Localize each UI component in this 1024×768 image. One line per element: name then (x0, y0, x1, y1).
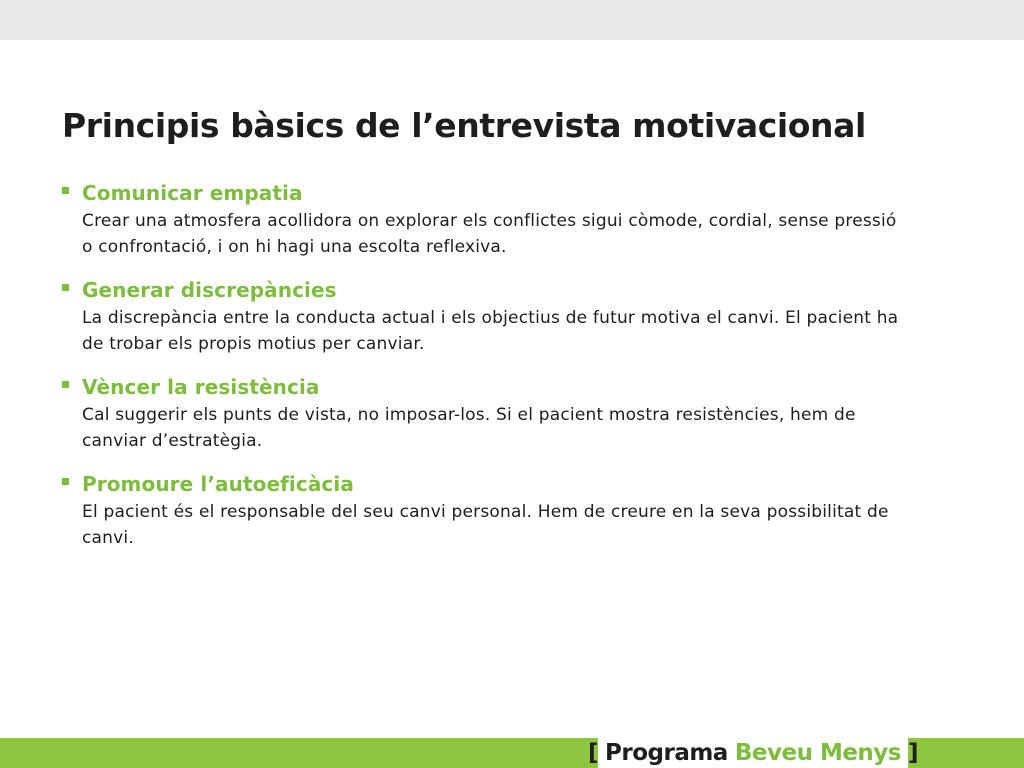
principle-heading: Generar discrepàncies (82, 278, 337, 302)
principle-description: Crear una atmosfera acollidora on explorar els conflictes sigui còmode, cordial, sense pressió o confrontació, i on hi hagi una escolta reflexiva. (82, 211, 897, 257)
principle-heading: Promoure l’autoeficàcia (82, 472, 354, 496)
bracket-open: [ (588, 740, 599, 766)
square-bullet-icon (62, 284, 69, 291)
program-label: Programa (605, 740, 728, 766)
principle-description: La discrepància entre la conducta actual i els objectius de futur motiva el canvi. El pacient ha de trobar els propis motius per canviar. (82, 308, 899, 354)
principle-heading: Comunicar empatia (82, 181, 303, 205)
principle-item (60, 178, 940, 260)
principle-description: Cal suggerir els punts de vista, no imposar-los. Si el pacient mostra resistències, hem de canviar d’estratègia. (82, 405, 856, 451)
program-brand (588, 738, 919, 768)
principle-heading: Vèncer la resistència (82, 375, 320, 399)
program-name: Beveu Menys (734, 740, 901, 766)
principle-item (60, 372, 940, 454)
slide-title: Principis bàsics de l’entrevista motivacional (62, 106, 866, 145)
square-bullet-icon (62, 381, 69, 388)
square-bullet-icon (62, 187, 69, 194)
principle-item (60, 275, 940, 357)
principle-description: El pacient és el responsable del seu canvi personal. Hem de creure en la seva possibilitat de canvi. (82, 502, 889, 548)
principles-list (60, 178, 940, 566)
principle-item (60, 469, 940, 551)
top-band (0, 0, 1024, 40)
bracket-close: ] (908, 740, 919, 766)
square-bullet-icon (62, 478, 69, 485)
